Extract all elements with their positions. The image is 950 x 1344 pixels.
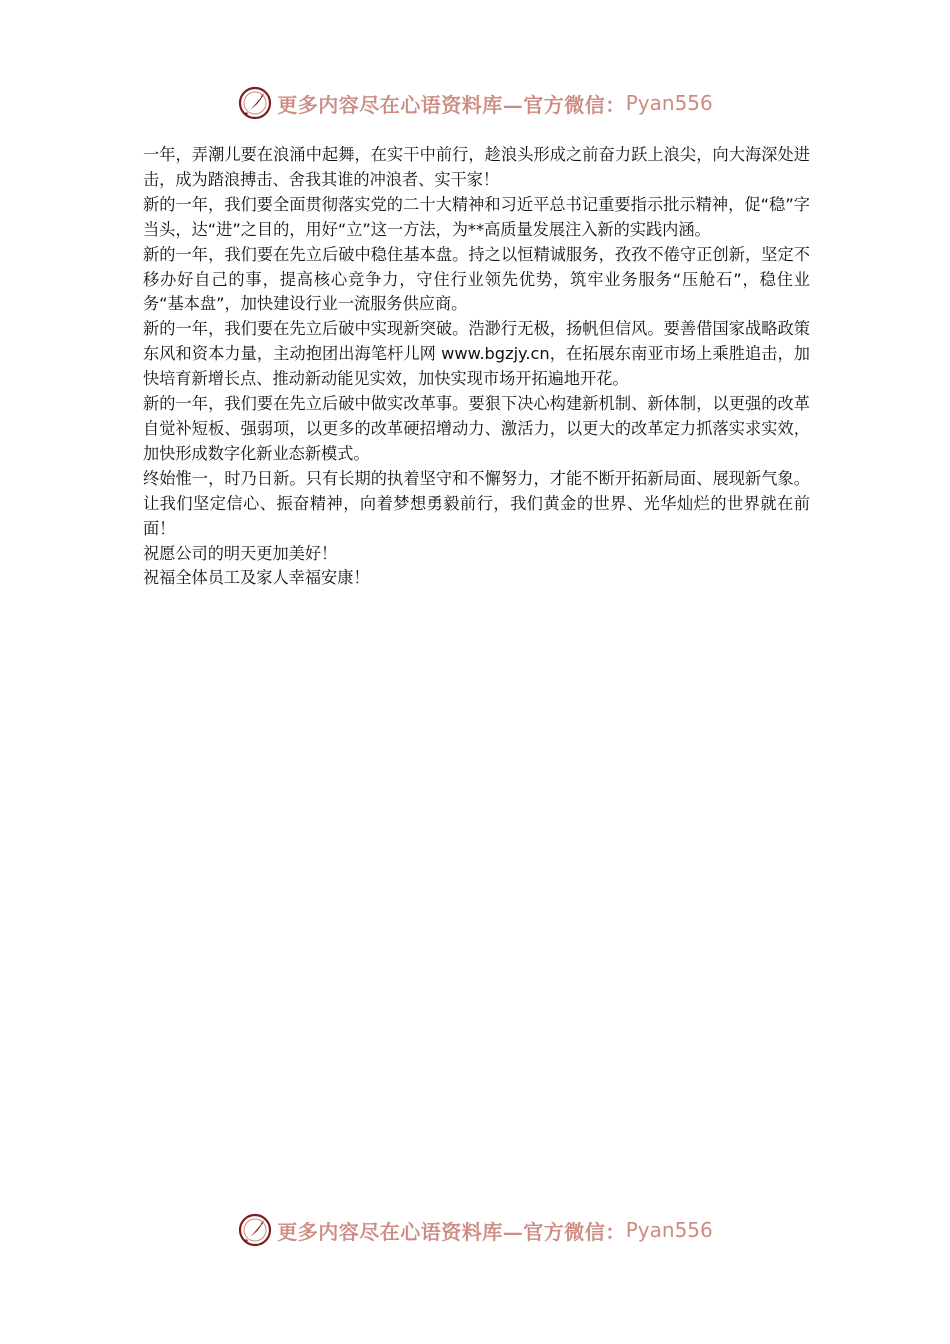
header-banner [0,83,950,123]
body-paragraph: 一年，弄潮儿要在浪涌中起舞，在实干中前行，趁浪头形成之前奋力跃上浪尖，向大海深处进击，成为踏浪搏击、舍我其谁的冲浪者、实干家！ [143,145,810,189]
header-banner-inner [237,85,713,121]
body-paragraph: 新的一年，我们要在先立后破中实现新突破。浩渺行无极，扬帆但信风。要善借国家战略政策东风和资本力量，主动抱团出海笔杆儿网 www.bgzjy.cn，在拓展东南亚市场上乘胜追击，加快培育新增长点、推动新动能见实效，加快实现市场开拓遍地开花。 [143,319,810,389]
header-brand-text: 更多内容尽在心语资料库— [277,92,524,117]
document-body [143,143,810,591]
body-paragraph: 新的一年，我们要在先立后破中做实改革事。要狠下决心构建新机制、新体制，以更强的改革自觉补短板、强弱项，以更多的改革硬招增动力、激活力，以更大的改革定力抓落实求实效，加快形成数字化新业态新模式。 [143,394,810,463]
footer-banner-inner [237,1212,713,1248]
body-paragraph: 新的一年，我们要全面贯彻落实党的二十大精神和习近平总书记重要指示批示精神，促“稳”字当头，达“进”之目的，用好“立”这一方法，为**高质量发展注入新的实践内涵。 [143,194,810,239]
header-contact-label: 官方微信： [523,92,626,117]
footer-brand-text: 更多内容尽在心语资料库— [277,1219,524,1244]
closing-wish: 祝愿公司的明天更加美好！ [143,543,338,563]
quill-pen-logo-icon [237,1212,273,1248]
footer-contact-label: 官方微信： [523,1219,626,1244]
footer-contact-id: Pyan556 [625,1218,713,1242]
body-paragraph: 新的一年，我们要在先立后破中稳住基本盘。持之以恒精诚服务，孜孜不倦守正创新，坚定不移办好自己的事，提高核心竞争力，守住行业领先优势，筑牢业务服务“压舱石”，稳住业务“基本盘”，加快建设行业一流服务供应商。 [143,244,810,314]
body-paragraph: 终始惟一，时乃日新。只有长期的执着坚守和不懈努力，才能不断开拓新局面、展现新气象。让我们坚定信心、振奋精神，向着梦想勇毅前行，我们黄金的世界、光华灿烂的世界就在前面！ [143,468,810,538]
header-contact-id: Pyan556 [625,91,713,115]
footer-banner [0,1210,950,1250]
closing-blessing: 祝福全体员工及家人幸福安康！ [143,568,370,588]
quill-pen-logo-icon [237,85,273,121]
